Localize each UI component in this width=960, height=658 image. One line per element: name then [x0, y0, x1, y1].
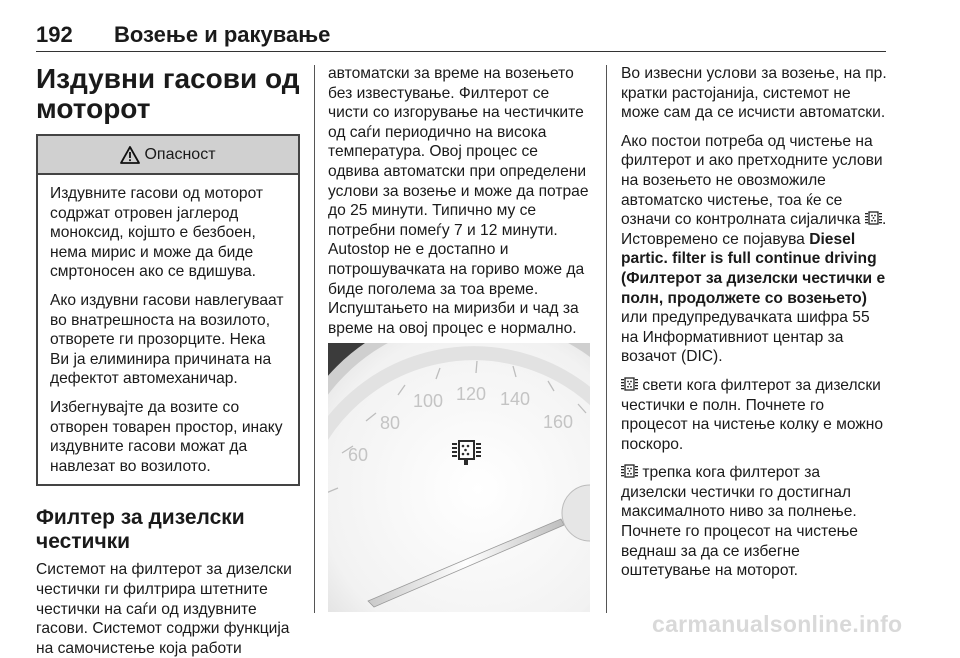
dic-message: Diesel partic. filter is full continue driving (Филтерот за дизелски честички е полн, продолжете со возењето) [621, 230, 886, 307]
danger-box [36, 134, 300, 486]
running-section-title: Возење и ракување [114, 22, 331, 47]
dial-label: 120 [455, 384, 487, 404]
danger-paragraph: Избегнувајте да возите со отворен товарен простор, инаку издувните гасови можат да навлезат во возилото. [50, 398, 283, 475]
column-divider-1 [314, 65, 315, 613]
main-title-line2: моторот [36, 93, 151, 124]
danger-box-body [38, 175, 298, 484]
cleaning-paragraph-3: свети кога филтерот за дизелски честички е полн. Почнете го процесот на чистење колку е можно поскоро. [621, 376, 884, 453]
cleaning-paragraph-2: Ако постои потреба од чистење на филтерот и ако претходните услови на возењето не овозможиле автоматско чистење, тоа ќе се означи со контролната сијаличка . Истовремено се појавува Diesel partic. filter is full continue driving (Филтерот за дизелски честички е полн, продолжете со возењето) или предупредувачката шифра 55 на Информативниот центар за возачот (DIC). [621, 132, 887, 366]
danger-box-header [38, 136, 298, 175]
dial-label: 160 [542, 412, 574, 432]
dpf-intro-paragraph: Системот на филтерот за дизелски честички ги филтрира штетните честички на саѓи од издувните гасови. Системот содржи функција на самочистење која работи [36, 561, 292, 657]
warning-triangle-icon [120, 146, 140, 164]
page-number: 192 [36, 22, 73, 47]
column-1 [36, 64, 300, 658]
danger-paragraph: Ако издувни гасови навлегуваат во внатрешноста на возилото, отворете ги прозорците. Нека Ви ја елиминира причината на дефектот автомеханичар. [50, 291, 284, 388]
column-3 [621, 64, 889, 590]
column-2 [328, 64, 592, 347]
dpf-continued-paragraph: автоматски за време на возењето без известување. Филтерот се чисти со изгорување на честичките од саѓи периодично на висока температура. Овој процес се одвива автоматски при определени услови за возење и може да потрае до 25 минути. Типично му се потребни помеѓу 7 и 12 минути. Autostop не е достапно и потрошувачката на гориво може да биде поголема за тоа време. Испуштањето на миризби и чад за време на овој процес е нормално. [328, 65, 589, 337]
dpf-title-line2: честички [36, 530, 131, 554]
dpf-warning-lamp-icon [621, 377, 638, 392]
instrument-cluster-figure [328, 343, 590, 612]
danger-paragraph: Издувните гасови од моторот содржат отровен јаглерод моноксид, којшто е безбоен, нема мирис и може да биде смртоносен ако се вдишува. [50, 185, 264, 281]
watermark: carmanualsonline.info [652, 611, 903, 637]
page-header [36, 22, 886, 50]
dpf-title-line1: Филтер за дизелски [36, 506, 245, 530]
main-title [36, 64, 300, 124]
header-rule [36, 51, 886, 52]
main-title-line1: Издувни гасови од [36, 63, 300, 94]
column-divider-2 [606, 65, 607, 613]
dpf-warning-lamp-icon [865, 211, 882, 226]
speedometer-illustration [328, 343, 590, 612]
cleaning-paragraph-4: трепка кога филтерот за дизелски честички го достигнал максималното ниво за полнење. Почнете го процесот на чистење веднаш за да се избегне оштетување на моторот. [621, 464, 858, 580]
danger-box-title: Опасност [144, 145, 216, 163]
dial-label: 80 [379, 413, 401, 433]
dial-label: 60 [347, 445, 369, 465]
dpf-section-title [36, 506, 300, 554]
dial-label: 140 [499, 389, 531, 409]
dial-label: 100 [412, 391, 444, 411]
dpf-warning-lamp-icon [621, 464, 638, 479]
cleaning-paragraph-1: Во извесни услови за возење, на пр. кратки растојанија, системот не може сам да се исчисти автоматски. [621, 65, 887, 122]
